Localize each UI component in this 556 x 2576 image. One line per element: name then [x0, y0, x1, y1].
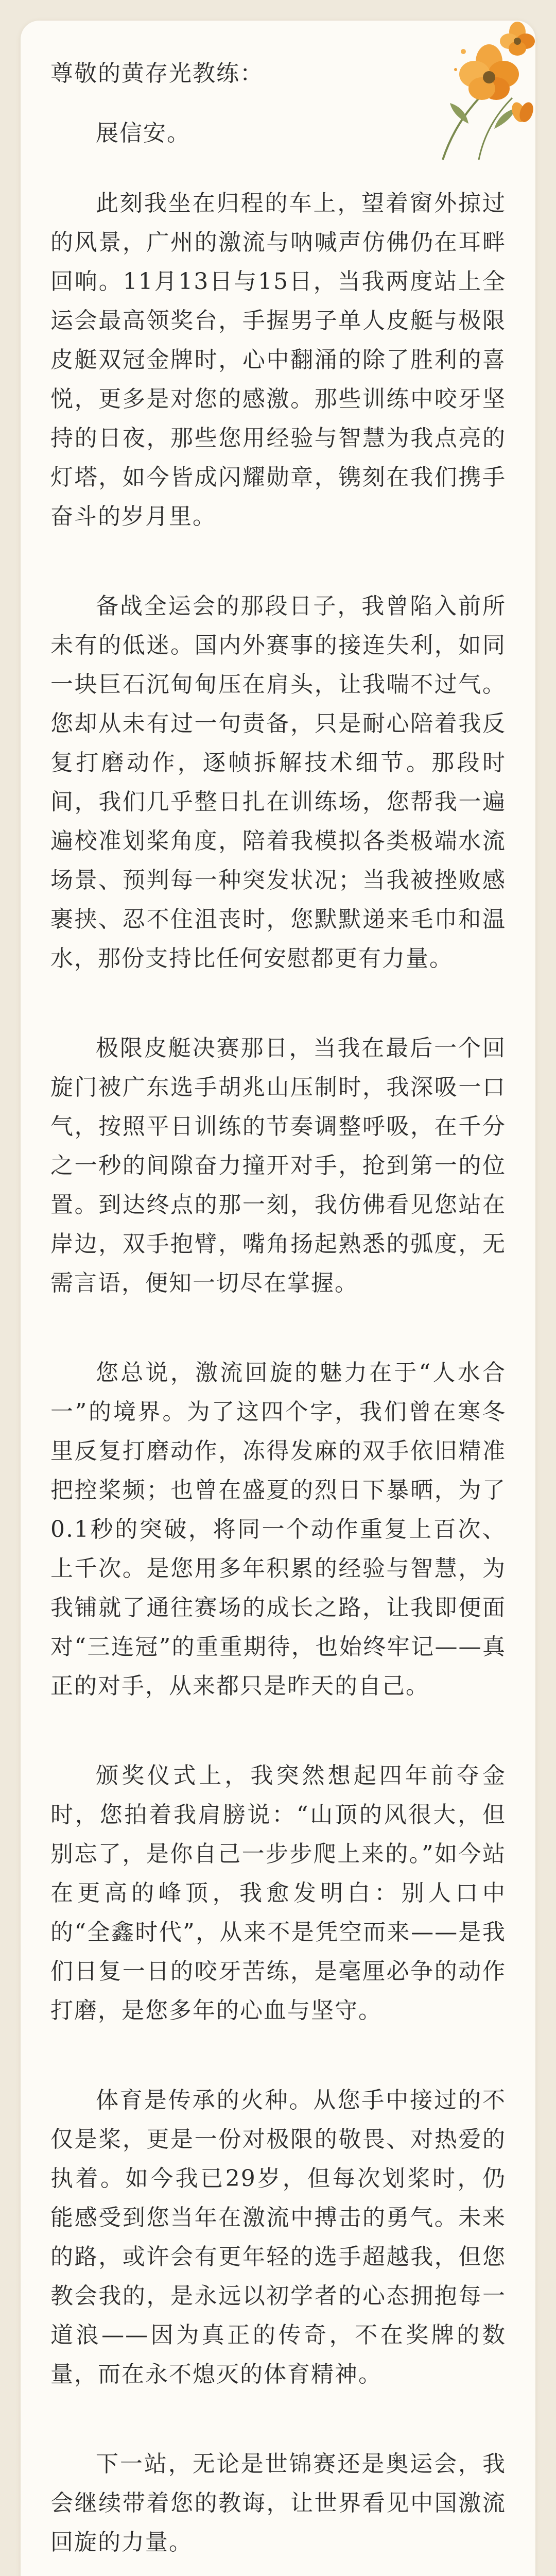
paragraph: 极限皮艇决赛那日，当我在最后一个回旋门被广东选手胡兆山压制时，我深吸一口气，按照平日训练的节奏调整呼吸，在千分之一秒的间隙奋力撞开对手，抢到第一的位置。到达终点的那一刻，我仿佛看见您站在岸边，双手抱臂，嘴角扬起熟悉的弧度，无需言语，便知一切尽在掌握。: [50, 1035, 506, 1296]
salutation: 展信安。: [96, 120, 190, 146]
letter-body: [50, 54, 506, 2576]
paragraph: 此刻我坐在归程的车上，望着窗外掠过的风景，广州的激流与呐喊声仿佛仍在耳畔回响。11月13日与15日，当我两度站上全运会最高领奖台，手握男子单人皮艇与极限皮艇双冠金牌时，心中翻涌的除了胜利的喜悦，更多是对您的感激。那些训练中咬牙坚持的日夜，那些您用经验与智慧为我点亮的灯塔，如今皆成闪耀勋章，镌刻在我们携手奋斗的岁月里。: [50, 190, 506, 530]
paragraph: 您总说，激流回旋的魅力在于“人水合一”的境界。为了这四个字，我们曾在寒冬里反复打磨动作，冻得发麻的双手依旧精准把控桨频；也曾在盛夏的烈日下暴晒，为了0.1秒的突破，将同一个动作重复上百次、上千次。是您用多年积累的经验与智慧，为我铺就了通往赛场的成长之路，让我即便面对“三连冠”的重重期待，也始终牢记——真正的对手，从来都只是昨天的自己。: [50, 1360, 506, 1699]
paragraph: 体育是传承的火种。从您手中接过的不仅是桨，更是一份对极限的敬畏、对热爱的执着。如今我已29岁，但每次划桨时，仍能感受到您当年在激流中搏击的勇气。未来的路，或许会有更年轻的选手超越我，但您教会我的，是永远以初学者的心态拥抱每一道浪——因为真正的传奇，不在奖牌的数量，而在永不熄灭的体育精神。: [50, 2087, 506, 2387]
paragraph: 备战全运会的那段日子，我曾陷入前所未有的低迷。国内外赛事的接连失利，如同一块巨石沉甸甸压在肩头，让我喘不过气。您却从未有过一句责备，只是耐心陪着我反复打磨动作，逐帧拆解技术细节。那段时间，我们几乎整日扎在训练场，您帮我一遍遍校准划桨角度，陪着我模拟各类极端水流场景、预判每一种突发状况；当我被挫败感裹挟、忍不住沮丧时，您默默递来毛巾和温水，那份支持比任何安慰都更有力量。: [50, 593, 506, 972]
paragraph: 颁奖仪式上，我突然想起四年前夺金时，您拍着我肩膀说：“山顶的风很大，但别忘了，是你自己一步步爬上来的。”如今站在更高的峰顶，我愈发明白：别人口中的“全鑫时代”，从来不是凭空而来——是我们日复一日的咬牙苦练，是毫厘必争的动作打磨，是您多年的心血与坚守。: [50, 1762, 506, 2024]
greeting: 尊敬的黄存光教练：: [50, 60, 264, 87]
paragraph: 下一站，无论是世锦赛还是奥运会，我会继续带着您的教诲，让世界看见中国激流回旋的力量。: [50, 2451, 506, 2555]
letter-card: [21, 21, 535, 2576]
